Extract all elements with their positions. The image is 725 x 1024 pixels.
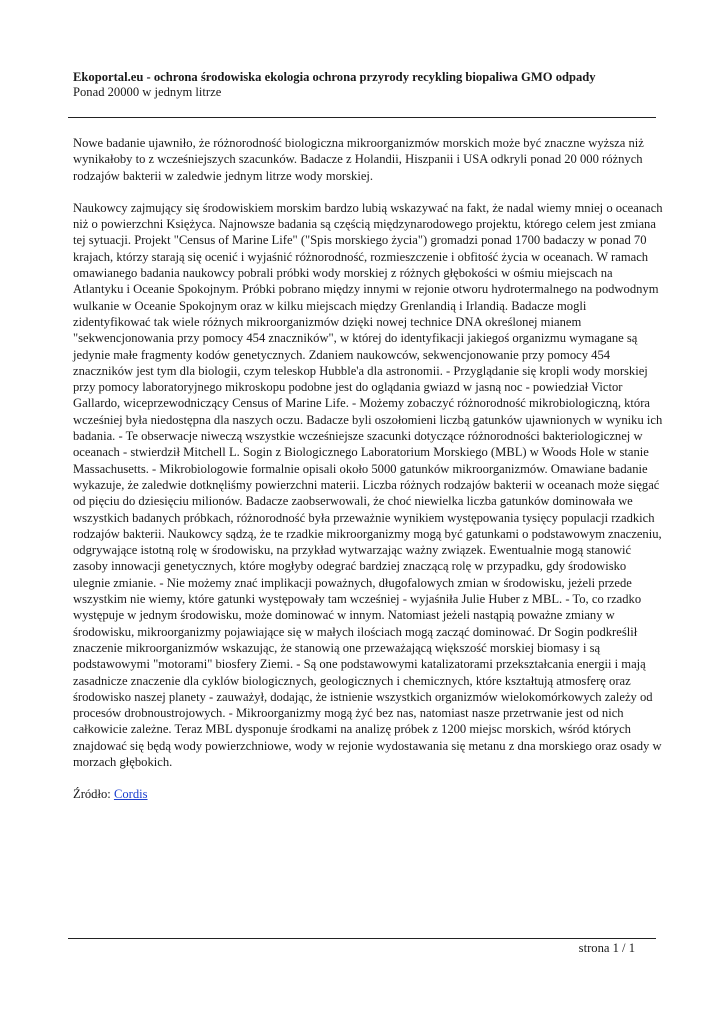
- source-link[interactable]: Cordis: [113, 787, 148, 802]
- source-line: [73, 786, 663, 802]
- article-title: Ponad 20000 w jednym litrze: [73, 85, 222, 99]
- header-divider: [68, 117, 656, 118]
- article-main-paragraph: Naukowcy zajmujący się środowiskiem morskim bardzo lubią wskazywać na fakt, że nadal wiemy mniej o oceanach niż o powierzchni Księżyca. Najnowsze badania są częścią międzynarodowego projektu, którego celem jest zmiana tej sytuacji. Projekt "Census of Marine Life" ("Spis morskiego życia") gromadzi ponad 1700 badaczy w ponad 70 krajach, którzy starają się ocenić i wyjaśnić różnorodność, rozmieszczenie i obfitość życia w oceanach. W ramach omawianego badania naukowcy pobrali próbki wody morskiej z różnych głębokości w ośmiu miejscach na Atlantyku i Oceanie Spokojnym. Próbki pobrano między innymi w rejonie otworu hydrotermalnego na podwodnym wulkanie w Oceanie Spokojnym oraz w kilku miejscach między Grenlandią i Irlandią. Badacze mogli zidentyfikować tak wiele różnych mikroorganizmów dzięki nowej technice DNA określonej mianem "sekwencjonowania przy pomocy 454 znaczników", w której do identyfikacji jakiegoś organizmu wymagane są jedynie małe fragmenty kodów genetycznych. Zdaniem naukowców, sekwencjonowanie przy pomocy 454 znaczników jest tym dla biologii, czym teleskop Hubble'a dla astronomii. - Przyglądanie się kropli wody morskiej przy pomocy laboratoryjnego mikroskopu podobne jest do oglądania gwiazd w jasną noc - powiedział Victor Gallardo, wiceprzewodniczący Census of Marine Life. - Możemy zobaczyć różnorodność mikrobiologiczną, która wcześniej była niedostępna dla naszych oczu. Badacze byli oszołomieni liczbą gatunków ujawnionych w wyniku ich badania. - Te obserwacje niweczą wszystkie wcześniejsze szacunki dotyczące różnorodności bakteriologicznej w oceanach - stwierdził Mitchell L. Sogin z Biologicznego Laboratorium Morskiego (MBL) w Woods Hole w stanie Massachusetts. - Mikrobiologowie formalnie opisali około 5000 gatunków mikroorganizmów. Omawiane badanie wykazuje, że zaledwie dotknęliśmy powierzchni materii. Liczba różnych rodzajów bakterii w oceanach może sięgać od pięciu do dziesięciu milionów. Badacze zaobserwowali, że choć niewielka liczba gatunków dominowała we wszystkich badanych próbkach, różnorodność była przeważnie wynikiem występowania tysięcy populacji rzadkich rodzajów bakterii. Naukowcy sądzą, że te rzadkie mikroorganizmy mogą być gatunkami o podstawowym znaczeniu, odgrywające istotną rolę w środowisku, na przykład wytwarzając ważny związek. Ewentualnie mogą stanowić zasoby innowacji genetycznych, które mogłyby odegrać bardziej znaczącą rolę w przypadku, gdy środowisko ulegnie zmianie. - Nie możemy znać implikacji poważnych, długofalowych zmian w środowisku, jeżeli przede wszystkim nie wiemy, które gatunki występowały tam wcześniej - wyjaśniła Julie Huber z MBL. - To, co rzadko występuje w jednym środowisku, może dominować w innym. Natomiast jeżeli nastąpią poważne zmiany w środowisku, mikroorganizmy pojawiające się w małych ilościach mogą zacząć dominować. Dr Sogin podkreślił znaczenie mikroorganizmów wskazując, że stanowią one przeważającą większość morskiej biomasy i są podstawowymi "motorami" biosfery Ziemi. - Są one podstawowymi katalizatorami przekształcania energii i mają zasadnicze znaczenie dla cyklów biologicznych, geologicznych i chemicznych, które kształtują atmosferę oraz środowisko naszej planety - zauważył, dodając, że istnienie wszystkich organizmów wielokomórkowych zależy od procesów drobnoustrojowych. - Mikroorganizmy mogą żyć bez nas, natomiast nasze przetrwanie jest od nich całkowicie zależne. Teraz MBL dysponuje środkami na analizę próbek z 1200 miejsc morskich, wśród których znajdować się będą wody powierzchniowe, wody w rejonie wydostawania się metanu z dna morskiego oraz osady w morzach głębokich.: [73, 200, 663, 769]
- source-label: Źródło:: [73, 787, 111, 802]
- article-body: [73, 135, 663, 819]
- site-title: Ekoportal.eu - ochrona środowiska ekologia ochrona przyrody recykling biopaliwa GMO odpady: [73, 70, 596, 84]
- footer-divider: [68, 938, 656, 939]
- page-number: strona 1 / 1: [578, 941, 635, 955]
- article-lead-paragraph: Nowe badanie ujawniło, że różnorodność biologiczna mikroorganizmów morskich może być znaczne wyższa niż wynikałoby to z wcześniejszych szacunków. Badacze z Holandii, Hiszpanii i USA odkryli ponad 20 000 różnych rodzajów bakterii w zaledwie jednym litrze wody morskiej.: [73, 136, 644, 183]
- page-header: [73, 70, 655, 100]
